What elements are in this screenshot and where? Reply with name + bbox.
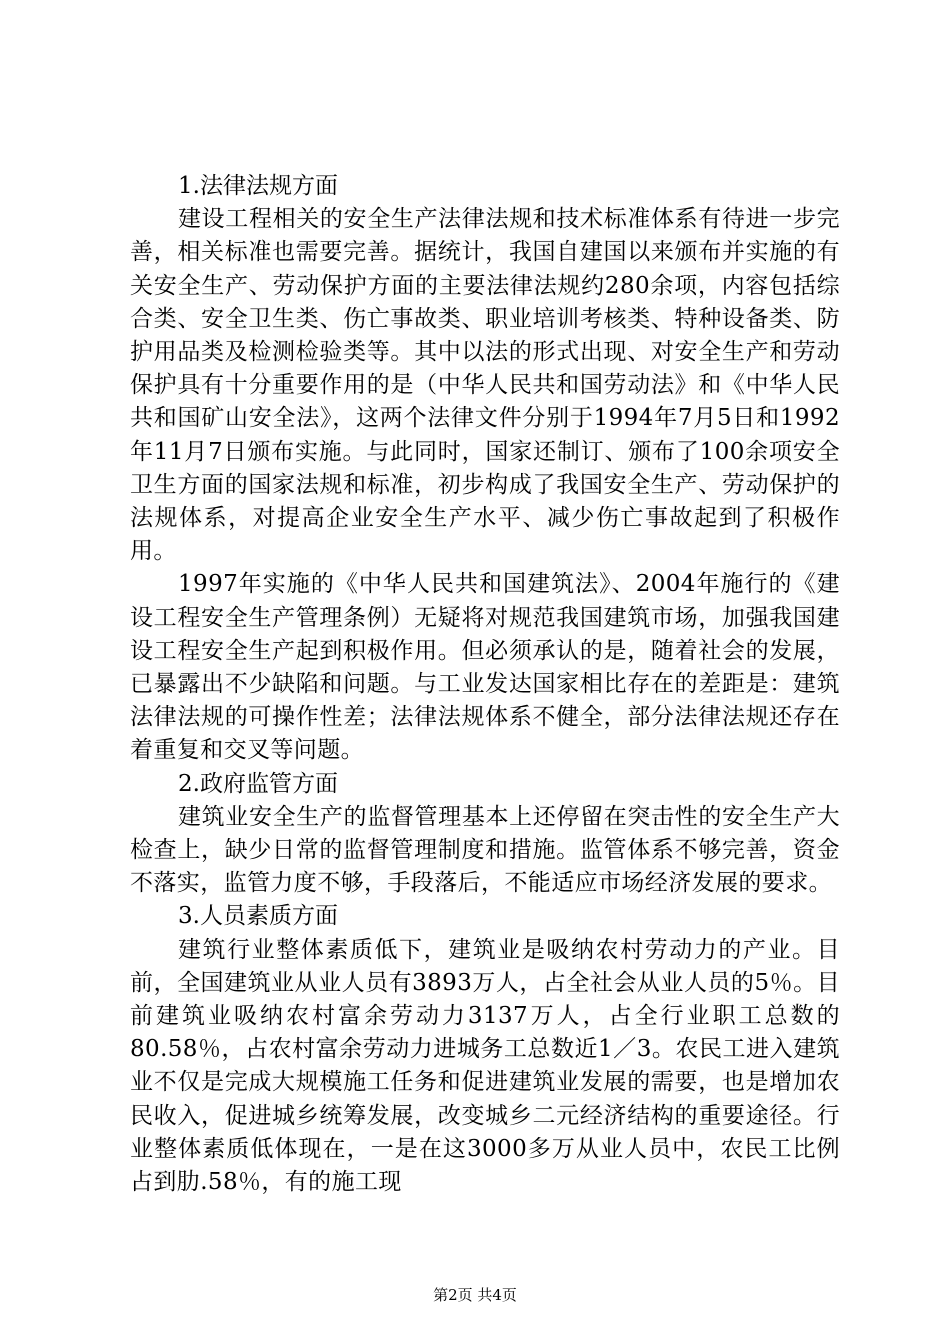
paragraph-government-1: 建筑业安全生产的监督管理基本上还停留在突击性的安全生产大检查上，缺少日常的监督管理制度和措施。监管体系不够完善，资金不落实，监管力度不够，手段落后，不能适应市场经济发展的要求。: [130, 803, 840, 897]
section-heading-government: 2.政府监管方面: [178, 770, 338, 797]
paragraph-laws-2: 1997年实施的《中华人民共和国建筑法》、2004年施行的《建设工程安全生产管理条例）无疑将对规范我国建筑市场，加强我国建设工程安全生产起到积极作用。但必须承认的是，随着社会的发展，已暴露出不少缺陷和问题。与工业发达国家相比存在的差距是：建筑法律法规的可操作性差；法律法规体系不健全，部分法律法规还存在着重复和交叉等问题。: [130, 571, 840, 764]
paragraph-laws-1: 建设工程相关的安全生产法律法规和技术标准体系有待进一步完善，相关标准也需要完善。据统计，我国自建国以来颁布并实施的有关安全生产、劳动保护方面的主要法律法规约280余项，内容包括综合类、安全卫生类、伤亡事故类、职业培训考核类、特种设备类、防护用品类及检测检验类等。其中以法的形式出现、对安全生产和劳动保护具有十分重要作用的是（中华人民共和国劳动法》和《中华人民共和国矿山安全法》，这两个法律文件分别于1994年7月5日和1992年11月7日颁布实施。与此同时，国家还制订、颁布了100余项安全卫生方面的国家法规和标准，初步构成了我国安全生产、劳动保护的法规体系，对提高企业安全生产水平、减少伤亡事故起到了积极作用。: [130, 206, 840, 565]
section-heading-personnel: 3.人员素质方面: [178, 903, 338, 930]
document-body: [130, 170, 840, 1199]
page-footer: 第2页 共4页: [433, 1286, 517, 1304]
section-heading-laws: 1.法律法规方面: [178, 173, 338, 199]
paragraph-personnel-1: 建筑行业整体素质低下，建筑业是吸纳农村劳动力的产业。目前，全国建筑业从业人员有3893万人，占全社会从业人员的5％。目前建筑业吸纳农村富余劳动力3137万人，占全行业职工总数的80.58％，占农村富余劳动力进城务工总数近1／3。农民工进入建筑业不仅是完成大规模施工任务和促进建筑业发展的需要，也是增加农民收入，促进城乡统筹发展，改变城乡二元经济结构的重要途径。行业整体素质低体现在，一是在这3000多万从业人员中，农民工比例占到肋.58％，有的施工现: [130, 936, 840, 1196]
